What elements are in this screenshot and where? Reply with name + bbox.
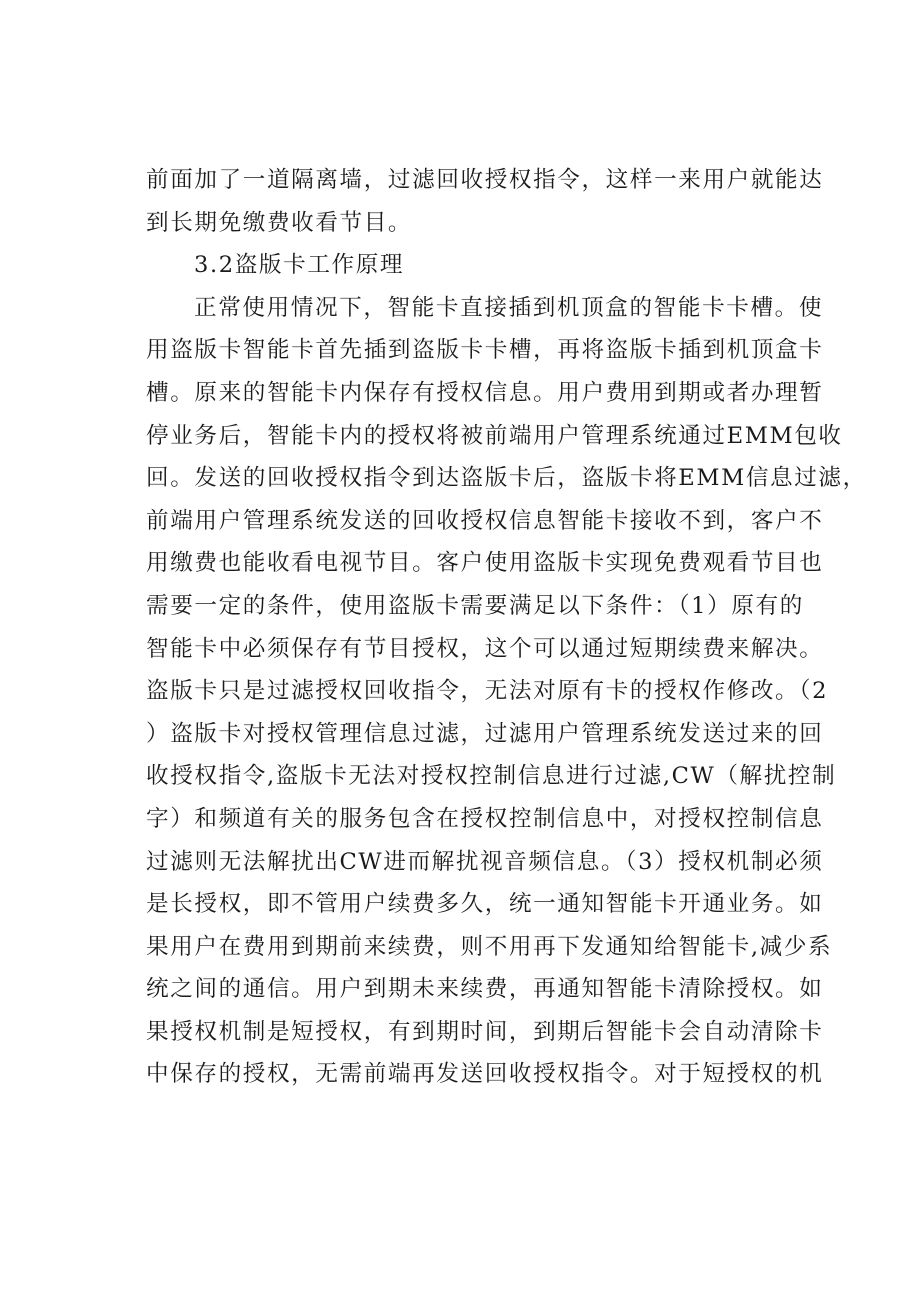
- text-line: 需要一定的条件，使用盗版卡需要满足以下条件：（1）原有的: [146, 592, 804, 619]
- body-text: [146, 159, 867, 1096]
- text-line: 中保存的授权，无需前端再发送回收授权指令。对于短授权的机: [146, 1061, 824, 1088]
- text-line: 到长期免缴费收看节目。: [146, 209, 413, 236]
- text-line: 回。发送的回收授权指令到达盗版卡后，盗版卡将EMM信息过滤，: [146, 465, 867, 492]
- text-line: 前面加了一道隔离墙，过滤回收授权指令，这样一来用户就能达: [146, 167, 824, 193]
- text-line: 智能卡中必须保存有节目授权，这个可以通过短期续费来解决。: [146, 635, 824, 662]
- text-line: 过滤则无法解扰出CW进而解扰视音频信息。（3）授权机制必须: [146, 848, 824, 875]
- text-line: 正常使用情况下，智能卡直接插到机顶盒的智能卡卡槽。使: [194, 294, 824, 321]
- text-line: 果授权机制是短授权，有到期时间，到期后智能卡会自动清除卡: [146, 1018, 824, 1045]
- text-line: 收授权指令,盗版卡无法对授权控制信息进行过滤,CW（解扰控制: [146, 763, 837, 790]
- text-line: 果用户在费用到期前来续费，则不用再下发通知给智能卡,减少系: [146, 933, 833, 960]
- text-line: 统之间的通信。用户到期未来续费，再通知智能卡清除授权。如: [146, 976, 824, 1003]
- text-line: ）盗版卡对授权管理信息过滤，过滤用户管理系统发送过来的回: [146, 720, 824, 747]
- text-line: 前端用户管理系统发送的回收授权信息智能卡接收不到，客户不: [146, 507, 824, 534]
- text-line: 是长授权，即不管用户续费多久，统一通知智能卡开通业务。如: [146, 891, 824, 918]
- section-heading: 3.2盗版卡工作原理: [194, 252, 405, 279]
- text-line: 槽。原来的智能卡内保存有授权信息。用户费用到期或者办理暂: [146, 379, 824, 406]
- text-line: 停业务后，智能卡内的授权将被前端用户管理系统通过EMM包收: [146, 422, 843, 449]
- text-line: 字）和频道有关的服务包含在授权控制信息中，对授权控制信息: [146, 805, 824, 832]
- text-line: 盗版卡只是过滤授权回收指令，无法对原有卡的授权作修改。（2: [146, 678, 829, 705]
- text-line: 用盗版卡智能卡首先插到盗版卡卡槽，再将盗版卡插到机顶盒卡: [146, 337, 824, 364]
- text-line: 用缴费也能收看电视节目。客户使用盗版卡实现免费观看节目也: [146, 550, 824, 577]
